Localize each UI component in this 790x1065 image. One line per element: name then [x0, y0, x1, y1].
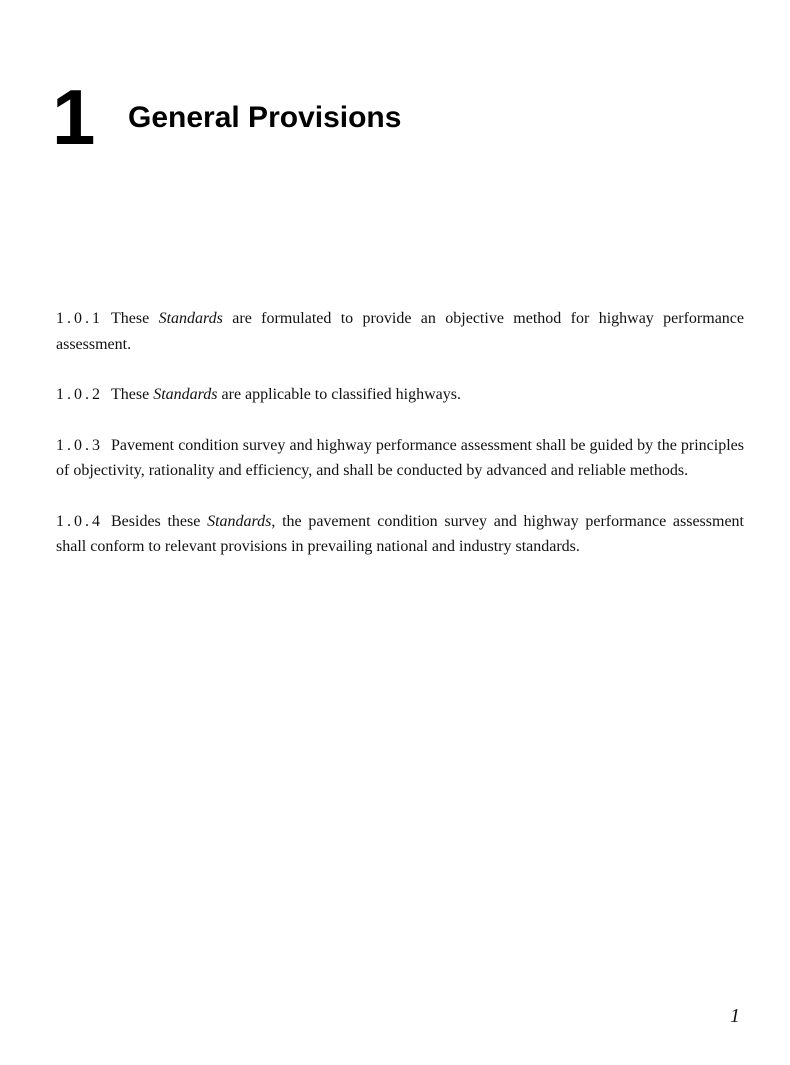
- clause-number: 1.0.4: [56, 512, 103, 530]
- clause-text: These: [111, 386, 154, 403]
- clause-number: 1.0.3: [56, 436, 103, 454]
- clause-text: These: [111, 310, 159, 327]
- page-number: 1: [730, 1005, 740, 1027]
- clause-1-0-2: [56, 382, 744, 408]
- clause-1-0-3: [56, 433, 744, 484]
- clause-number: 1.0.1: [56, 310, 103, 327]
- clauses-list: [56, 306, 744, 585]
- clause-1-0-4: [56, 509, 744, 560]
- clause-text: are applicable to classified highways.: [217, 386, 461, 403]
- clause-text: Besides these: [111, 512, 208, 530]
- clause-emphasis: Standards: [207, 512, 272, 530]
- clause-text: , the pavement condition survey and highway performance assessment shall conform to relevant provisions in prevailing national and industry standards.: [56, 512, 744, 555]
- clause-emphasis: Standards: [153, 386, 218, 403]
- chapter-number: 1: [52, 73, 94, 161]
- clause-text: Pavement condition survey and highway performance assessment shall be guided by the principles of objectivity, rationality and efficiency, and shall be conducted by advanced and reliable methods.: [56, 436, 744, 479]
- clause-1-0-1: [56, 306, 744, 357]
- clause-text: are formulated to provide an objective method for highway performance assessment.: [56, 310, 745, 353]
- chapter-title: General Provisions: [128, 101, 402, 134]
- clause-emphasis: Standards: [158, 310, 223, 327]
- clause-number: 1.0.2: [56, 386, 103, 403]
